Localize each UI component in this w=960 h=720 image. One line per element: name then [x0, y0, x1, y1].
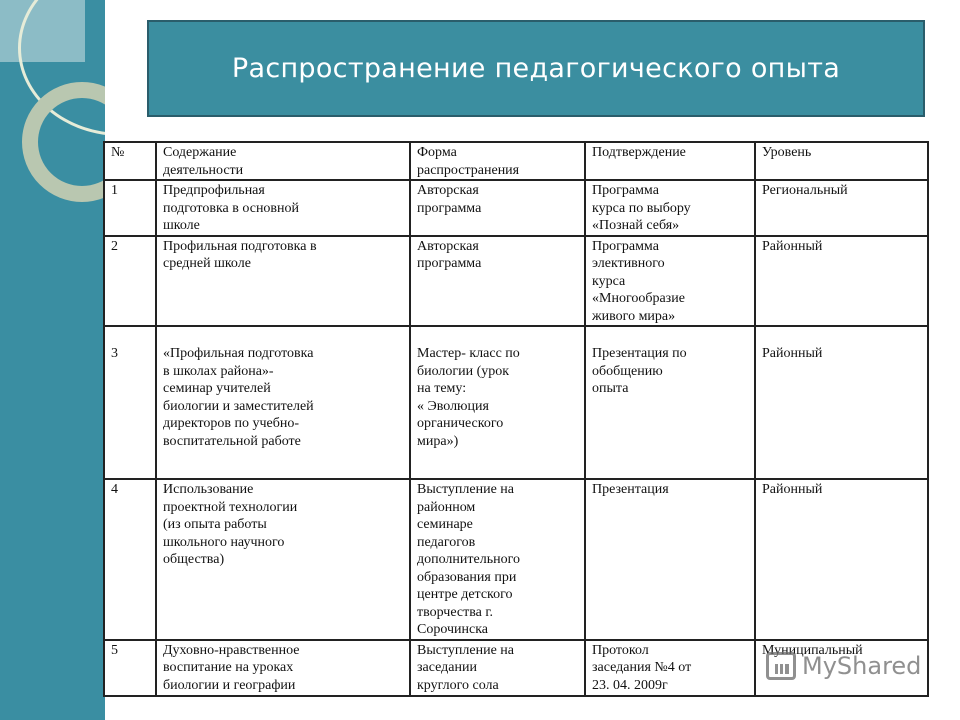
table-row [104, 180, 928, 236]
table-row [104, 326, 928, 479]
decorative-sidebar [0, 0, 105, 720]
cell-level: Районный [755, 326, 928, 479]
experience-table [103, 141, 929, 697]
header-confirmation: Подтверждение [585, 142, 755, 180]
cell-form: Авторская программа [410, 180, 585, 236]
cell-form: Мастер- класс по биологии (урок на тему: « Эволюция органического мира») [410, 326, 585, 479]
cell-form: Авторская программа [410, 236, 585, 327]
cell-form: Выступление на районном семинаре педагогов дополнительного образования при центре детского творчества г. Сорочинска [410, 479, 585, 640]
cell-form: Выступление на заседании круглого сола [410, 640, 585, 696]
slide-title-box [147, 20, 925, 117]
cell-content: Духовно-нравственное воспитание на уроках биологии и географии [156, 640, 410, 696]
cell-confirmation: Презентация по обобщению опыта [585, 326, 755, 479]
decorative-ring [22, 82, 105, 202]
slide-title: Распространение педагогического опыта [231, 53, 841, 84]
cell-confirmation: Презентация [585, 479, 755, 640]
cell-level: Районный [755, 236, 928, 327]
header-number: № [104, 142, 156, 180]
cell-confirmation: Протокол заседания №4 от 23. 04. 2009г [585, 640, 755, 696]
table-row [104, 236, 928, 327]
header-level: Уровень [755, 142, 928, 180]
cell-level: Муниципальный [755, 640, 928, 696]
cell-level: Региональный [755, 180, 928, 236]
cell-number: 1 [104, 180, 156, 236]
cell-content: Предпрофильная подготовка в основной школе [156, 180, 410, 236]
presentation-chart-icon [766, 652, 796, 680]
cell-confirmation: Программа курса по выбору «Познай себя» [585, 180, 755, 236]
cell-content: «Профильная подготовка в школах района»- семинар учителей биологии и заместителей директоров по учебно- воспитательной работе [156, 326, 410, 479]
table-header-row [104, 142, 928, 180]
header-content: Содержание деятельности [156, 142, 410, 180]
cell-number: 4 [104, 479, 156, 640]
cell-content: Использование проектной технологии (из опыта работы школьного научного общества) [156, 479, 410, 640]
header-form: Форма распространения [410, 142, 585, 180]
cell-content: Профильная подготовка в средней школе [156, 236, 410, 327]
watermark [766, 652, 921, 680]
watermark-text: MyShared [802, 652, 922, 680]
cell-confirmation: Программа элективного курса «Многообразие живого мира» [585, 236, 755, 327]
cell-level: Районный [755, 479, 928, 640]
cell-number: 2 [104, 236, 156, 327]
table-row [104, 479, 928, 640]
cell-number: 5 [104, 640, 156, 696]
cell-number: 3 [104, 326, 156, 479]
